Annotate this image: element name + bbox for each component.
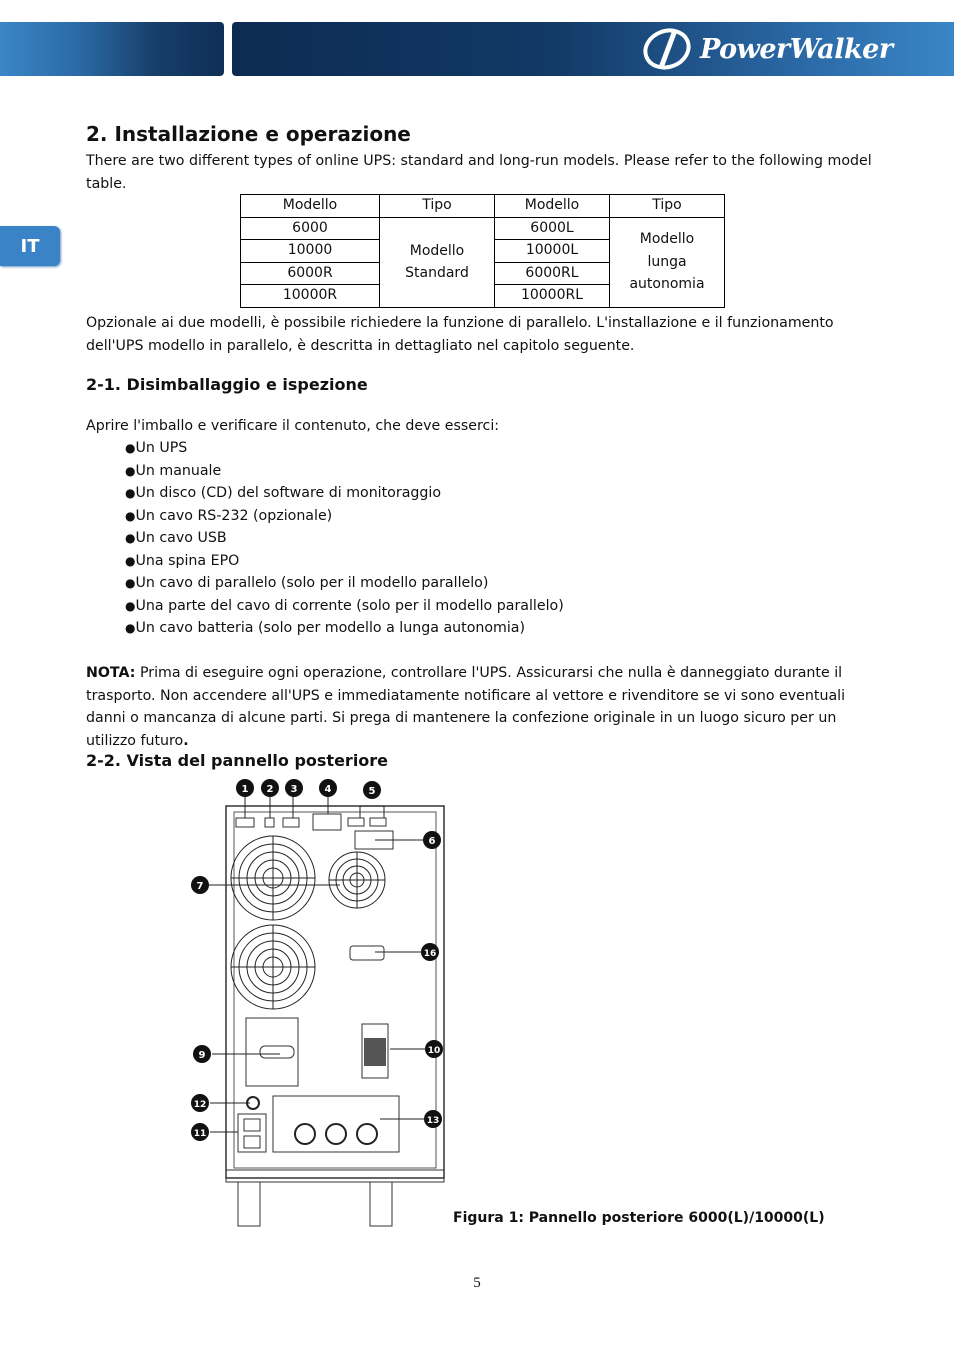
note-paragraph (86, 662, 886, 752)
table-header: Modello (241, 195, 380, 218)
table-cell: 10000RL (495, 285, 610, 308)
callout-label: 9 (198, 1050, 206, 1061)
callout-6 (423, 831, 441, 849)
figure-caption: Figura 1: Pannello posteriore 6000(L)/10000(L) (453, 1210, 825, 1226)
unpacking-title: 2-1. Disimballaggio e ispezione (86, 375, 368, 394)
callout-12 (191, 1094, 209, 1112)
callout-label: 7 (196, 881, 204, 892)
callout-label: 6 (428, 836, 436, 847)
brand-logo (640, 24, 893, 74)
callout-13 (424, 1110, 442, 1128)
callout-3 (285, 779, 303, 797)
section-title: 2. Installazione e operazione (86, 122, 411, 146)
callout-2 (261, 779, 279, 797)
callout-label: 5 (368, 786, 376, 797)
unpacking-intro: Aprire l'imballo e verificare il contenuto, che deve esserci: (86, 418, 500, 434)
table-header: Modello (495, 195, 610, 218)
list-item: ● Un disco (CD) del software di monitoraggio (125, 482, 564, 505)
table-header: Tipo (380, 195, 495, 218)
callout-label: 3 (290, 784, 298, 795)
header-banner-left (0, 22, 224, 76)
callout-label: 11 (193, 1129, 207, 1139)
language-tab: IT (0, 226, 60, 266)
intro-paragraph: There are two different types of online UPS: standard and long-run models. Please refer to the following model table. (86, 153, 872, 192)
page-number: 5 (473, 1275, 481, 1291)
callout-label: 13 (426, 1116, 440, 1126)
list-item: ● Un UPS (125, 437, 564, 460)
rear-panel-diagram (190, 776, 446, 1232)
callout-label: 16 (423, 949, 437, 959)
list-item: ● Un cavo di parallelo (solo per il modello parallelo) (125, 572, 564, 595)
brand-name: PowerWalker (700, 33, 893, 65)
contents-list (125, 437, 564, 640)
model-table (240, 194, 725, 308)
list-item: ● Un cavo USB (125, 527, 564, 550)
callout-label: 1 (241, 784, 249, 795)
long-type-cell: Modello lunga autonomia (610, 217, 725, 307)
table-cell: 6000 (241, 217, 380, 240)
list-item: ● Una parte del cavo di corrente (solo per il modello parallelo) (125, 595, 564, 618)
table-cell: 6000L (495, 217, 610, 240)
standard-type-cell: Modello Standard (380, 217, 495, 307)
callout-5 (363, 781, 381, 799)
callout-9 (193, 1045, 211, 1063)
table-row (241, 217, 725, 240)
callout-7 (191, 876, 209, 894)
callout-16 (421, 943, 439, 961)
note-label: NOTA: (86, 665, 136, 681)
table-cell: 10000R (241, 285, 380, 308)
callout-1 (236, 779, 254, 797)
list-item: ● Un cavo RS-232 (opzionale) (125, 505, 564, 528)
parallel-paragraph: Opzionale ai due modelli, è possibile richiedere la funzione di parallelo. L'installazione e il funzionamento dell'UPS modello in parallelo, è descritta in dettagliato nel capitolo seguente. (86, 315, 834, 354)
callout-label: 2 (266, 784, 274, 795)
callout-label: 4 (324, 784, 332, 795)
table-cell: 10000 (241, 240, 380, 263)
table-cell: 10000L (495, 240, 610, 263)
note-text: Prima di eseguire ogni operazione, controllare l'UPS. Assicurarsi che nulla è danneggiato durante il trasporto. Non accendere all'UPS e immediatamente notificare al vettore e rivenditore se vi sono eventuali danni o mancanza di alcune parti. Si prega di mantenere la confezione originale in un luogo sicuro per un utilizzo futuro (86, 665, 846, 749)
callout-4 (319, 779, 337, 797)
list-item: ● Un cavo batteria (solo per modello a lunga autonomia) (125, 617, 564, 640)
power-swirl-icon (640, 27, 694, 71)
callout-label: 12 (193, 1100, 207, 1110)
list-item: ● Una spina EPO (125, 550, 564, 573)
callout-11 (191, 1123, 209, 1141)
list-item: ● Un manuale (125, 460, 564, 483)
table-header-row (241, 195, 725, 218)
callout-label: 10 (427, 1046, 441, 1056)
note-end: . (183, 732, 189, 749)
table-header: Tipo (610, 195, 725, 218)
table-cell: 6000RL (495, 262, 610, 285)
callout-10 (425, 1040, 443, 1058)
table-cell: 6000R (241, 262, 380, 285)
rear-panel-title: 2-2. Vista del pannello posteriore (86, 751, 389, 770)
